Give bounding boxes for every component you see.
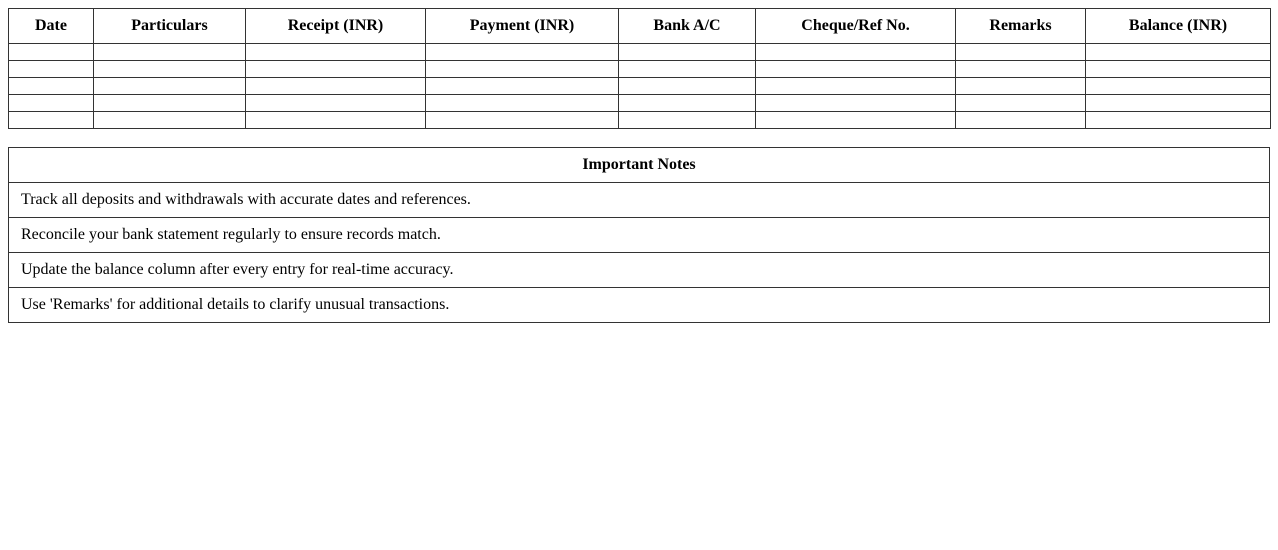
table-cell[interactable] [619,78,756,95]
important-notes-table [8,147,1270,323]
table-cell[interactable] [756,61,956,78]
table-cell[interactable] [246,78,426,95]
table-cell[interactable] [9,112,94,129]
table-cell[interactable] [619,112,756,129]
table-cell[interactable] [756,112,956,129]
table-cell[interactable] [956,95,1086,112]
column-header-payment: Payment (INR) [426,9,619,44]
table-cell[interactable] [756,78,956,95]
table-row [9,61,1271,78]
table-cell[interactable] [1086,44,1271,61]
table-cell[interactable] [426,112,619,129]
table-cell[interactable] [756,95,956,112]
table-cell[interactable] [956,44,1086,61]
table-cell[interactable] [426,95,619,112]
table-cell[interactable] [619,95,756,112]
column-header-cheque-ref: Cheque/Ref No. [756,9,956,44]
column-header-receipt: Receipt (INR) [246,9,426,44]
table-cell[interactable] [1086,95,1271,112]
column-header-date: Date [9,9,94,44]
table-cell[interactable] [9,78,94,95]
table-cell[interactable] [956,78,1086,95]
table-cell[interactable] [246,61,426,78]
note-row [9,288,1270,323]
table-row [9,78,1271,95]
note-item: Track all deposits and withdrawals with accurate dates and references. [9,183,1270,218]
notes-title: Important Notes [9,148,1270,183]
table-cell[interactable] [619,44,756,61]
table-cell[interactable] [956,112,1086,129]
note-item: Use 'Remarks' for additional details to clarify unusual transactions. [9,288,1270,323]
table-cell[interactable] [426,61,619,78]
table-cell[interactable] [9,44,94,61]
table-cell[interactable] [956,61,1086,78]
table-cell[interactable] [246,95,426,112]
note-row [9,183,1270,218]
notes-header-row [9,148,1270,183]
table-cell[interactable] [1086,78,1271,95]
table-row [9,44,1271,61]
column-header-balance: Balance (INR) [1086,9,1271,44]
table-row [9,112,1271,129]
table-cell[interactable] [9,95,94,112]
table-cell[interactable] [246,44,426,61]
note-item: Reconcile your bank statement regularly to ensure records match. [9,218,1270,253]
table-cell[interactable] [619,61,756,78]
table-cell[interactable] [94,78,246,95]
column-header-bank-account: Bank A/C [619,9,756,44]
table-cell[interactable] [94,112,246,129]
table-cell[interactable] [1086,112,1271,129]
cash-book-table [8,8,1271,129]
table-cell[interactable] [426,78,619,95]
table-cell[interactable] [94,61,246,78]
table-cell[interactable] [94,95,246,112]
table-row [9,95,1271,112]
table-cell[interactable] [756,44,956,61]
table-cell[interactable] [9,61,94,78]
table-header-row [9,9,1271,44]
column-header-particulars: Particulars [94,9,246,44]
column-header-remarks: Remarks [956,9,1086,44]
note-row [9,253,1270,288]
table-cell[interactable] [246,112,426,129]
note-row [9,218,1270,253]
note-item: Update the balance column after every entry for real-time accuracy. [9,253,1270,288]
table-cell[interactable] [1086,61,1271,78]
table-cell[interactable] [94,44,246,61]
table-cell[interactable] [426,44,619,61]
